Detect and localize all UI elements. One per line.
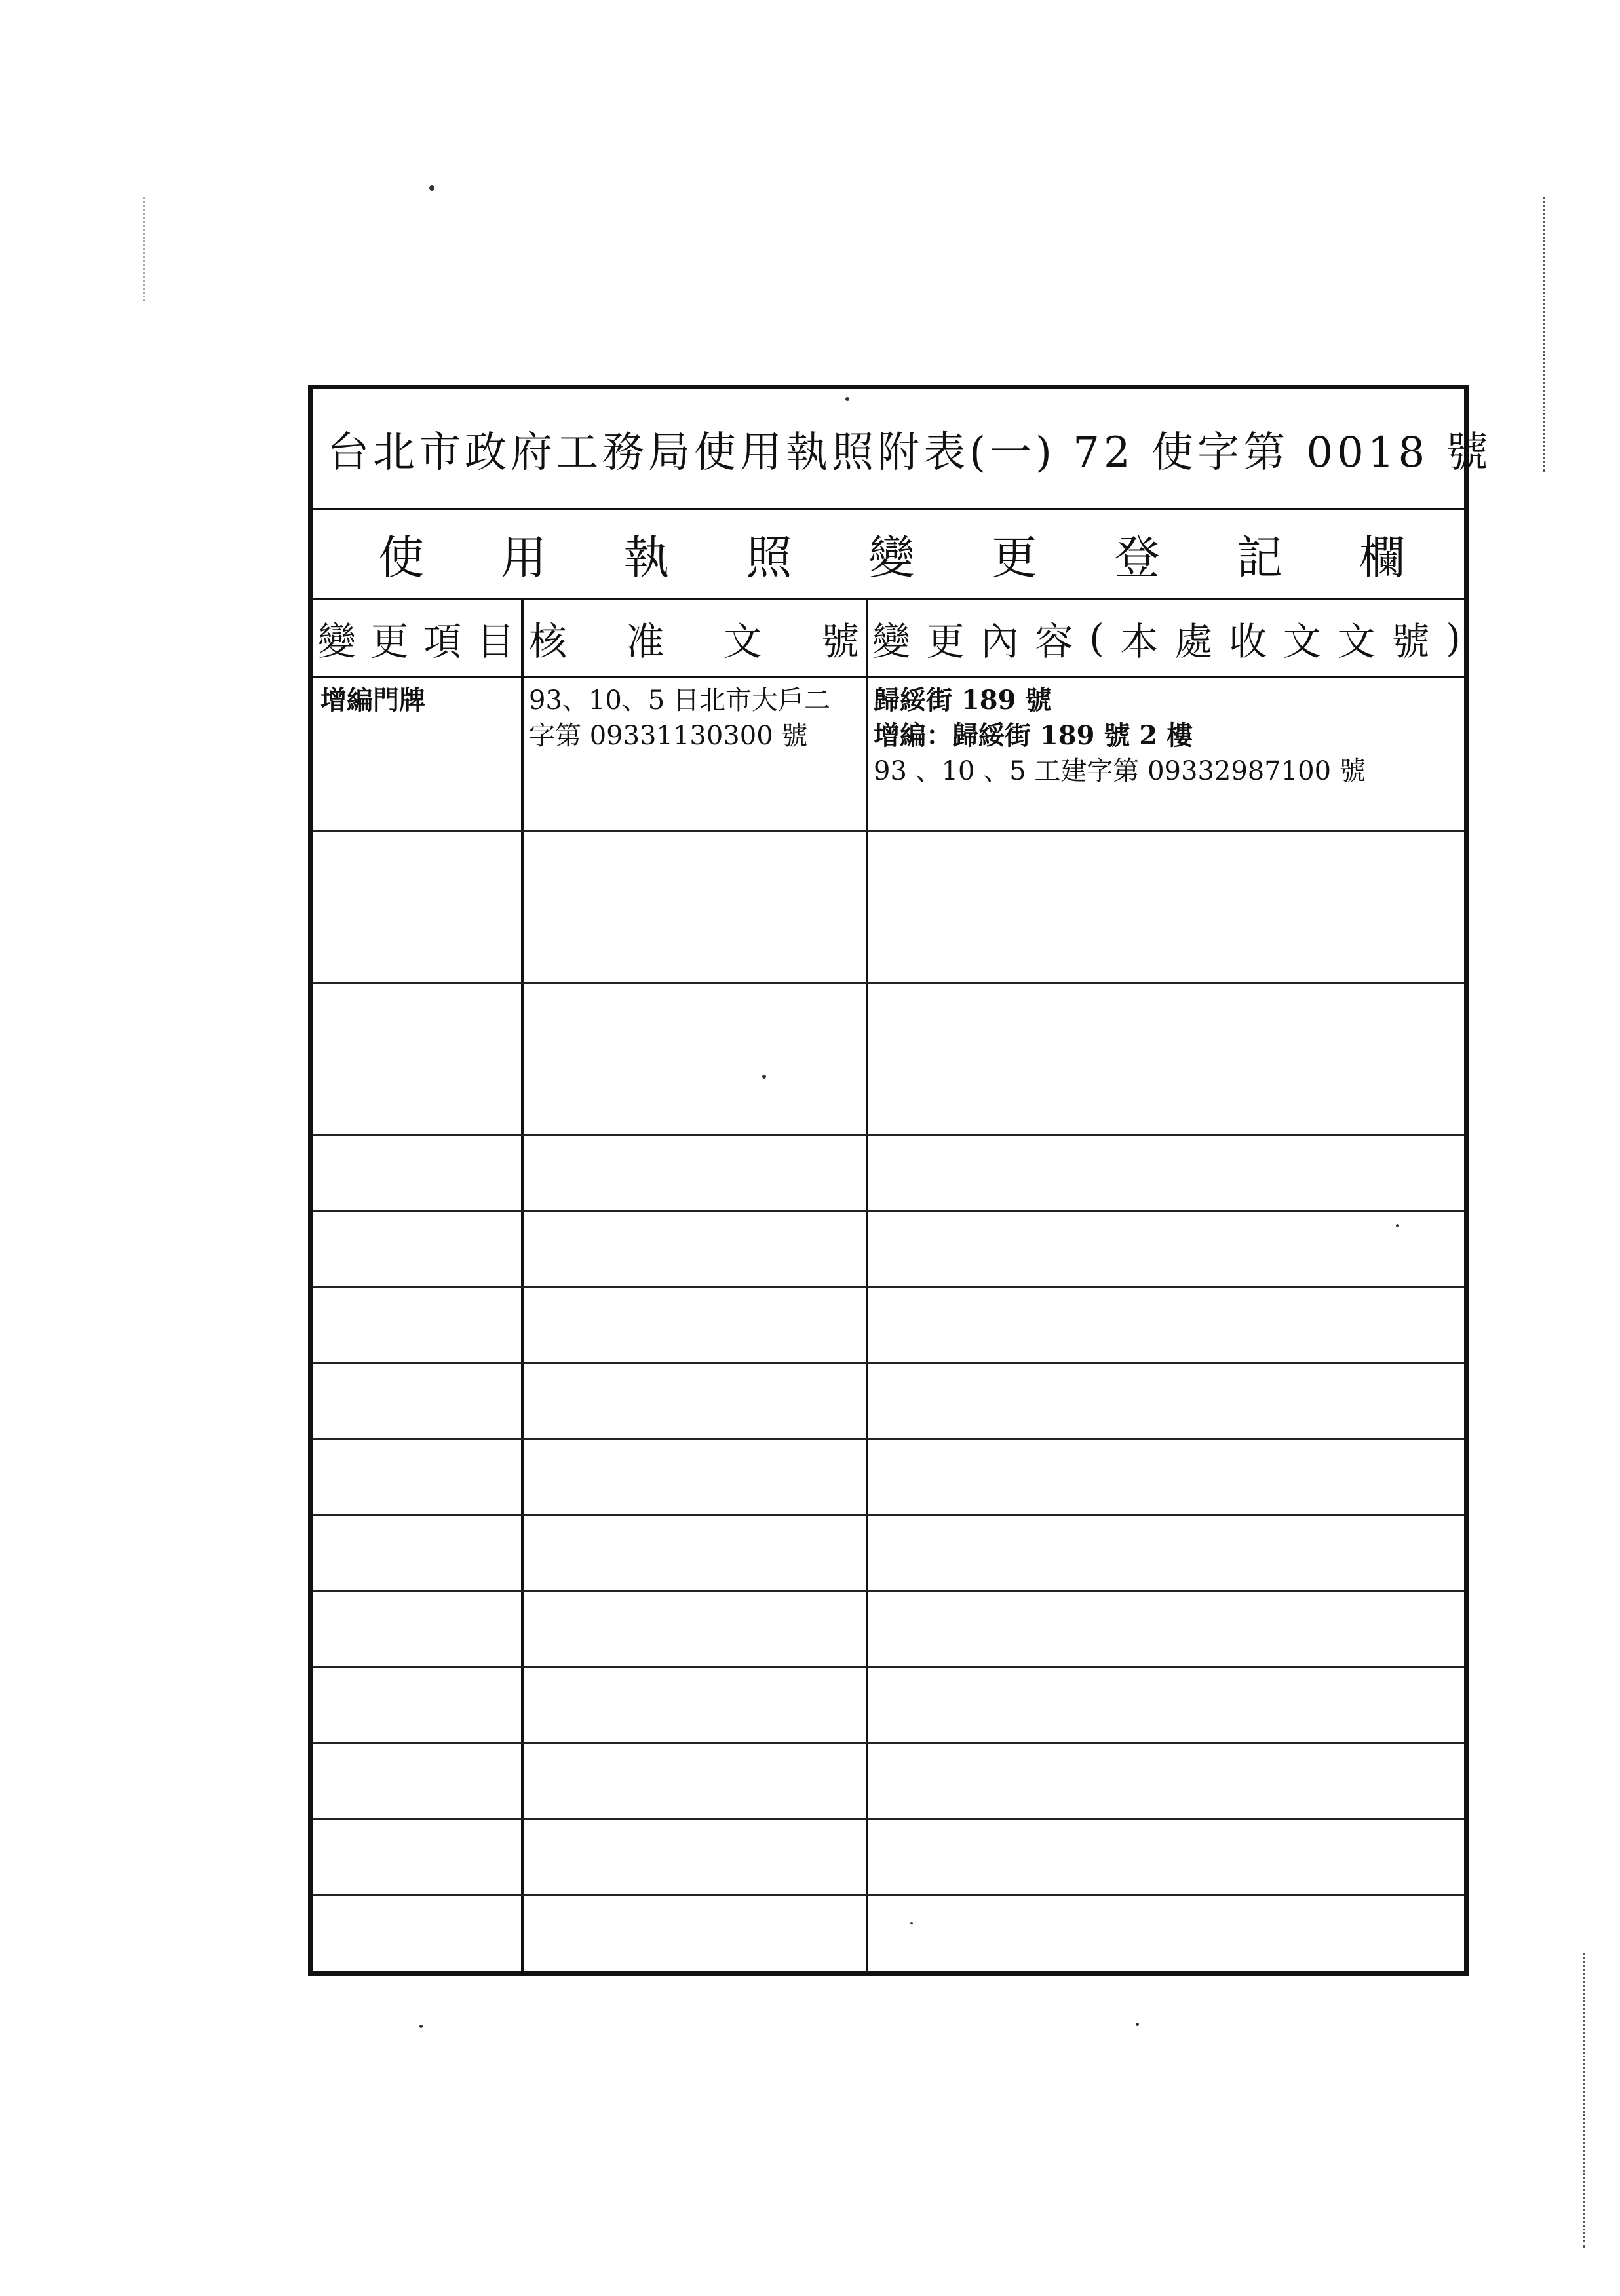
- row-separator: [313, 1590, 1464, 1592]
- section-heading-char: 用: [501, 531, 547, 584]
- section-heading-char: 變: [868, 531, 915, 584]
- row-separator: [313, 1210, 1464, 1212]
- column-header-change-content: 變 更 內 容 ( 本 處 收 文 文 號 ): [872, 615, 1461, 664]
- entry-content-line: 歸綏街 189 號: [874, 685, 1052, 716]
- section-heading-char: 執: [623, 531, 670, 584]
- row-separator: [313, 1818, 1464, 1820]
- section-heading-char: 登: [1113, 531, 1160, 584]
- scan-edge-noise: [1583, 1953, 1587, 2248]
- section-heading-char: 記: [1236, 531, 1282, 584]
- row-separator: [313, 1742, 1464, 1744]
- entry-approval-number-line: 字第 09331130300 號: [529, 721, 808, 751]
- row-separator: [313, 982, 1464, 984]
- entry-approval-number-line: 93、10、5 日北市大戶二: [529, 685, 830, 716]
- row-separator: [313, 1438, 1464, 1440]
- scan-edge-noise: [1543, 197, 1547, 472]
- scan-edge-noise: [143, 197, 147, 301]
- entry-content-line: 93 、10 、5 工建字第 09332987100 號: [874, 756, 1366, 786]
- row-separator: [313, 1362, 1464, 1364]
- usage-permit-change-form: [308, 385, 1492, 1976]
- row-separator: [313, 1134, 1464, 1136]
- scan-speck: [429, 185, 434, 191]
- row-separator: [313, 1286, 1464, 1288]
- form-title: 台北市政府工務局使用執照附表(一) 72 使字第 0018 號: [313, 389, 1464, 510]
- section-heading-char: 照: [746, 531, 792, 584]
- section-heading-char: 使: [378, 531, 424, 584]
- entry-content-line: 增編：歸綏街 189 號 2 樓: [874, 720, 1193, 751]
- scan-speck: [419, 2025, 423, 2028]
- section-heading-char: 更: [991, 531, 1037, 584]
- row-separator: [313, 1514, 1464, 1516]
- section-heading: [313, 510, 1464, 600]
- entry-change-item: 增編門牌: [320, 685, 425, 716]
- section-heading-char: 欄: [1359, 531, 1405, 584]
- row-separator: [313, 1666, 1464, 1668]
- column-header-approval-number: 核 准 文 號: [529, 619, 859, 664]
- row-separator: [313, 1894, 1464, 1896]
- header-separator: [313, 676, 1464, 678]
- row-separator: [313, 830, 1464, 832]
- change-record-table: [313, 600, 1464, 1971]
- column-header-change-item: 變 更 項 目: [318, 619, 514, 664]
- scan-speck: [1136, 2023, 1139, 2026]
